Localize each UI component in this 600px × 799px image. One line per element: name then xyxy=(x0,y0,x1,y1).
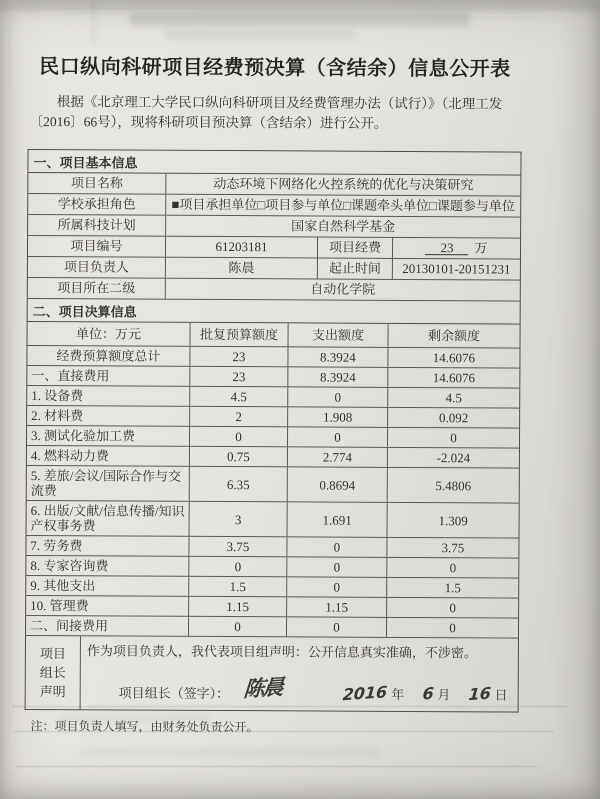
budget-row-label: 4. 燃料动力费 xyxy=(30,448,109,464)
budget-spent: 2.774 xyxy=(287,447,387,467)
day-suffix: 日 xyxy=(494,687,508,703)
budget-row-label: 1. 设备费 xyxy=(31,388,84,404)
project-number-value: 61203181 xyxy=(165,237,317,258)
leader-signature-handwriting: 陈晨 xyxy=(242,674,283,702)
budget-row-label: 6. 出版/文献/信息传播/知识产权事务费 xyxy=(30,503,185,534)
budget-row-label: 7. 劳务费 xyxy=(30,538,83,554)
row-school-role xyxy=(28,194,520,218)
form-table xyxy=(25,149,522,713)
budget-row-fuel-power xyxy=(27,446,519,469)
budget-row-label: 2. 材料费 xyxy=(31,408,84,424)
budget-approved: 23 xyxy=(189,367,287,387)
row-project-name xyxy=(28,173,520,197)
bleed-through-line xyxy=(16,766,536,767)
budget-row-travel-conference xyxy=(27,466,519,504)
bleed-through-ghost xyxy=(80,748,380,756)
budget-col-approved: 批复预算额度 xyxy=(190,323,288,347)
budget-approved: 0.75 xyxy=(189,447,287,467)
budget-spent: 1.908 xyxy=(287,407,387,427)
budget-approved: 0 xyxy=(188,617,286,637)
declaration-label-line: 组长 xyxy=(39,664,66,680)
budget-row-label: 一、直接费用 xyxy=(31,368,110,384)
program-label: 所属科技计划 xyxy=(57,217,136,233)
budget-remaining: 0 xyxy=(386,558,518,578)
budget-col-unit: 单位：万元 xyxy=(76,326,142,342)
budget-row-direct xyxy=(27,366,519,389)
budget-row-labor xyxy=(26,536,518,559)
school-unit-value: 自动化学院 xyxy=(165,279,520,301)
budget-row-publication-ip xyxy=(27,501,519,539)
budget-remaining: 14.6076 xyxy=(387,348,519,368)
budget-approved: 3 xyxy=(189,502,287,537)
project-name-label: 项目名称 xyxy=(70,175,123,191)
duration-label: 起止时间 xyxy=(317,259,392,279)
budget-approved: 0 xyxy=(188,557,286,577)
row-program xyxy=(28,215,520,239)
row-school-unit xyxy=(28,278,520,302)
declaration-body xyxy=(80,636,518,711)
budget-row-indirect xyxy=(26,616,518,639)
date-year-handwriting: 2016 xyxy=(342,682,388,705)
budget-approved: 6.35 xyxy=(189,467,287,502)
budget-row-label: 5. 差旅/会议/国际合作与交流费 xyxy=(30,468,182,499)
sign-label: 项目组长（签字）： xyxy=(118,685,230,702)
budget-approved: 3.75 xyxy=(188,537,286,557)
section-budget-title: 二、项目决算信息 xyxy=(28,299,520,325)
year-suffix: 年 xyxy=(391,686,405,702)
school-role-label: 学校承担角色 xyxy=(57,196,136,212)
funding-amount: 23 xyxy=(425,241,468,255)
budget-remaining: 0 xyxy=(386,598,518,618)
leader-value: 陈晨 xyxy=(165,258,317,279)
budget-remaining: 1.5 xyxy=(386,578,518,598)
budget-row-label: 经费预算额度总计 xyxy=(56,348,161,364)
budget-spent: 0 xyxy=(287,387,387,407)
budget-approved: 1.5 xyxy=(188,577,286,597)
date-month-handwriting: 6 xyxy=(421,683,435,704)
budget-approved: 1.15 xyxy=(188,597,286,617)
budget-remaining: 5.4806 xyxy=(387,468,519,503)
declaration-statement: 作为项目负责人，我代表项目组声明：公开信息真实准确，不涉密。 xyxy=(86,643,477,661)
budget-row-label: 9. 其他支出 xyxy=(30,578,96,594)
signature-date xyxy=(343,684,512,704)
budget-row-expert-consult xyxy=(26,556,518,579)
budget-spent: 0 xyxy=(287,427,387,447)
budget-spent: 1.15 xyxy=(286,597,386,617)
budget-spent: 8.3924 xyxy=(287,367,387,387)
budget-row-materials xyxy=(27,406,519,429)
budget-row-label: 二、间接费用 xyxy=(29,618,109,634)
budget-remaining: 3.75 xyxy=(386,538,518,558)
budget-spent: 0 xyxy=(286,617,386,637)
budget-remaining: 4.5 xyxy=(387,388,519,408)
budget-approved: 2 xyxy=(189,407,287,427)
budget-spent: 1.691 xyxy=(287,502,387,537)
leader-label: 项目负责人 xyxy=(63,259,129,275)
budget-remaining: 0 xyxy=(387,428,519,448)
budget-row-testing xyxy=(27,426,519,449)
program-value: 国家自然科学基金 xyxy=(165,216,520,238)
budget-approved: 23 xyxy=(189,347,287,367)
budget-remaining: 1.309 xyxy=(387,503,519,538)
footer-note: 注：项目负责人填写，由财务处负责公开。 xyxy=(30,719,259,735)
budget-row-total xyxy=(27,346,519,369)
budget-row-other xyxy=(26,576,518,599)
funding-label: 项目经费 xyxy=(317,238,392,258)
budget-col-spent: 支出额度 xyxy=(288,323,388,347)
budget-row-label: 10. 管理费 xyxy=(30,598,89,614)
budget-approved: 4.5 xyxy=(189,387,287,407)
budget-row-label: 3. 测试化验加工费 xyxy=(30,428,136,444)
budget-spent: 8.3924 xyxy=(287,347,387,367)
month-suffix: 月 xyxy=(437,687,451,703)
date-day-handwriting: 16 xyxy=(467,683,492,705)
page-title: 民口纵向科研项目经费预决算（含结余）信息公开表 xyxy=(39,56,511,81)
declaration-label xyxy=(26,636,80,709)
declaration-label-line: 声明 xyxy=(39,683,66,699)
budget-col-remaining: 剩余额度 xyxy=(388,324,520,348)
row-number-funding xyxy=(28,236,520,260)
budget-header-row xyxy=(28,322,520,349)
declaration-label-line: 项目 xyxy=(39,645,66,661)
intro-paragraph: 根据《北京理工大学民口纵向科研项目及经费管理办法（试行）》（北理工发〔2016〕66号），现将科研项目预决算（含结余）进行公开。 xyxy=(29,94,503,131)
school-role-options: ■项目承担单位□项目参与单位□课题牵头单位□课题参与单位 xyxy=(165,195,520,217)
budget-spent: 0.8694 xyxy=(287,467,387,502)
budget-row-equipment xyxy=(27,386,519,409)
budget-remaining: -2.024 xyxy=(387,448,519,468)
project-name-value: 动态环境下网络化火控系统的优化与决策研究 xyxy=(165,174,520,196)
budget-row-management xyxy=(26,596,518,619)
budget-remaining: 0.092 xyxy=(387,408,519,428)
declaration-block xyxy=(26,636,518,712)
budget-row-label: 8. 专家咨询费 xyxy=(30,558,109,574)
budget-remaining: 0 xyxy=(386,618,518,638)
signature-row xyxy=(87,671,512,703)
funding-unit: 万 xyxy=(474,240,488,256)
budget-spent: 0 xyxy=(286,537,386,557)
section-basic-info-title: 一、项目基本信息 xyxy=(28,150,520,176)
budget-approved: 0 xyxy=(189,427,287,447)
budget-remaining: 14.6076 xyxy=(387,368,519,388)
school-unit-label: 项目所在二级 xyxy=(57,280,136,296)
duration-value: 20130101-20151231 xyxy=(392,259,520,280)
budget-spent: 0 xyxy=(286,577,386,597)
budget-spent: 0 xyxy=(286,557,386,577)
project-number-label: 项目编号 xyxy=(70,238,123,254)
funding-value-cell xyxy=(392,238,520,259)
row-leader-duration xyxy=(28,257,520,281)
